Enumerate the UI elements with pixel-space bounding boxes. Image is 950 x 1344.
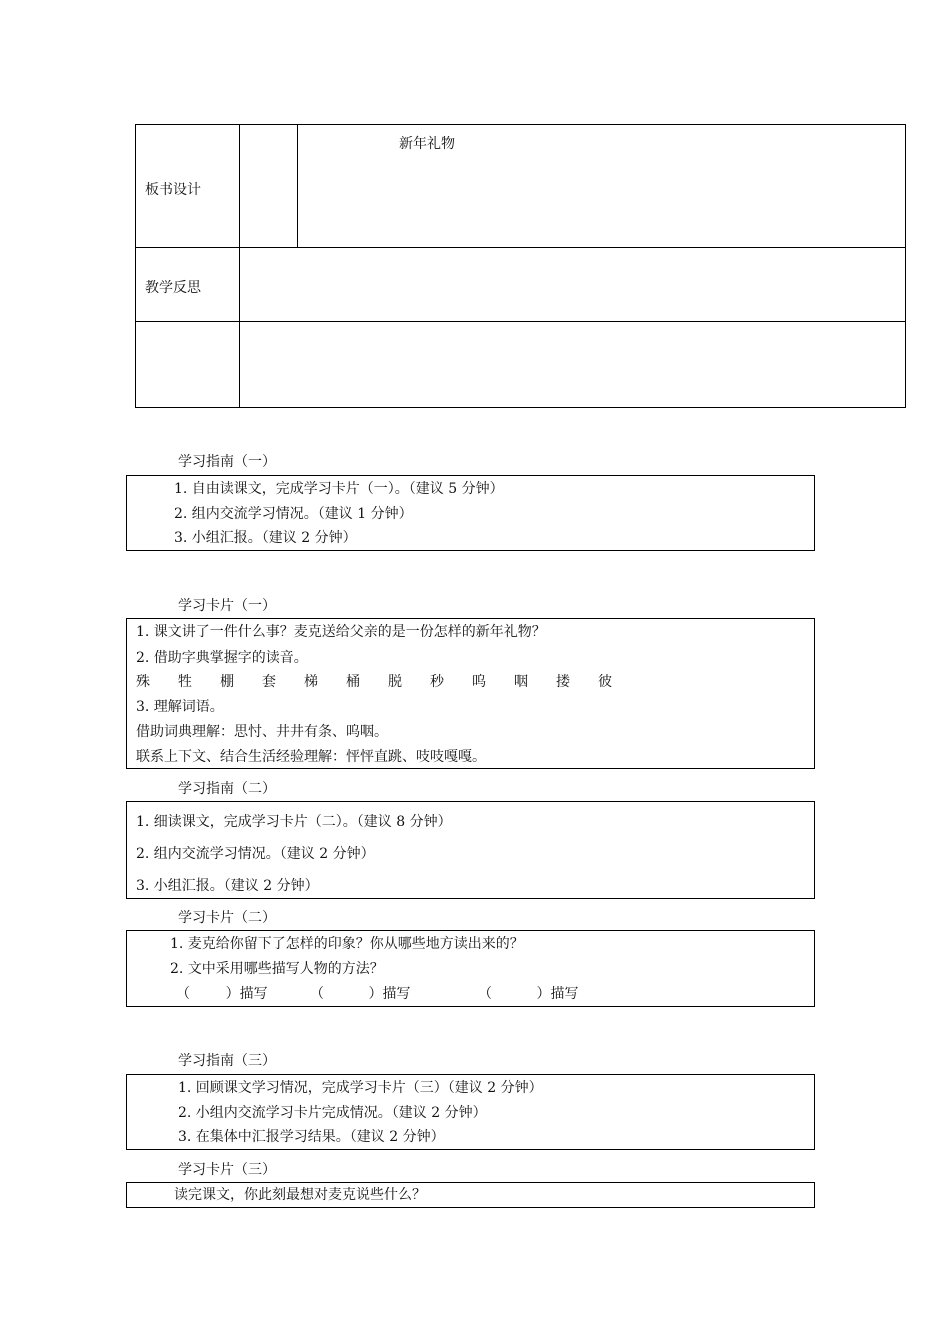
character: 搂: [556, 674, 570, 690]
table-divider: [135, 321, 906, 322]
character: 彼: [598, 674, 612, 690]
table-divider: [297, 124, 298, 248]
guide1-title: 学习指南（一）: [178, 454, 276, 470]
board-design-title: 新年礼物: [399, 136, 455, 152]
guide3-item: 3. 在集体中汇报学习结果。（建议 2 分钟）: [178, 1129, 445, 1145]
card2-title: 学习卡片（二）: [178, 910, 276, 926]
character-list: [136, 673, 616, 691]
guide2-item: 2. 组内交流学习情况。（建议 2 分钟）: [136, 846, 375, 862]
guide1-item: 3. 小组汇报。（建议 2 分钟）: [174, 530, 357, 546]
guide2-item: 3. 小组汇报。（建议 2 分钟）: [136, 878, 319, 894]
card1-question-2: 2. 借助字典掌握字的读音。: [136, 650, 308, 666]
teaching-reflection-label: 教学反思: [145, 280, 201, 296]
character: 套: [262, 674, 276, 690]
board-design-table: [135, 124, 906, 408]
character: 桶: [346, 674, 360, 690]
character: 秒: [430, 674, 444, 690]
character: 牲: [178, 674, 192, 690]
card1-question-3: 3. 理解词语。: [136, 699, 224, 715]
card1-question-1: 1. 课文讲了一件什么事？麦克送给父亲的是一份怎样的新年礼物？: [136, 624, 546, 640]
card2-question-2: 2. 文中采用哪些描写人物的方法？: [170, 961, 384, 977]
table-divider: [135, 247, 906, 248]
guide1-item: 1. 自由读课文，完成学习卡片（一）。（建议 5 分钟）: [174, 481, 504, 497]
character: 梯: [304, 674, 318, 690]
card2-blank: （ ）描写: [478, 986, 579, 1002]
board-design-label: 板书设计: [145, 182, 201, 198]
guide3-item: 2. 小组内交流学习卡片完成情况。（建议 2 分钟）: [178, 1105, 487, 1121]
card2-question-1: 1. 麦克给你留下了怎样的印象？你从哪些地方读出来的？: [170, 936, 524, 952]
character: 脱: [388, 674, 402, 690]
card1-title: 学习卡片（一）: [178, 598, 276, 614]
card2-blank: （ ）描写: [176, 986, 268, 1002]
guide1-item: 2. 组内交流学习情况。（建议 1 分钟）: [174, 506, 413, 522]
guide2-title: 学习指南（二）: [178, 781, 276, 797]
card2-blank: （ ）描写: [310, 986, 411, 1002]
character: 棚: [220, 674, 234, 690]
card3-question: 读完课文，你此刻最想对麦克说些什么？: [174, 1187, 426, 1203]
character: 咽: [514, 674, 528, 690]
table-divider: [239, 124, 240, 408]
guide2-item: 1. 细读课文，完成学习卡片（二）。（建议 8 分钟）: [136, 814, 452, 830]
guide3-title: 学习指南（三）: [178, 1053, 276, 1069]
character: 殊: [136, 674, 150, 690]
card3-title: 学习卡片（三）: [178, 1162, 276, 1178]
guide3-item: 1. 回顾课文学习情况，完成学习卡片（三）（建议 2 分钟）: [178, 1080, 543, 1096]
card1-context-words: 联系上下文、结合生活经验理解：怦怦直跳、吱吱嘎嘎。: [136, 749, 486, 765]
card1-dictionary-words: 借助词典理解：思忖、井井有条、呜咽。: [136, 724, 388, 740]
character: 呜: [472, 674, 486, 690]
